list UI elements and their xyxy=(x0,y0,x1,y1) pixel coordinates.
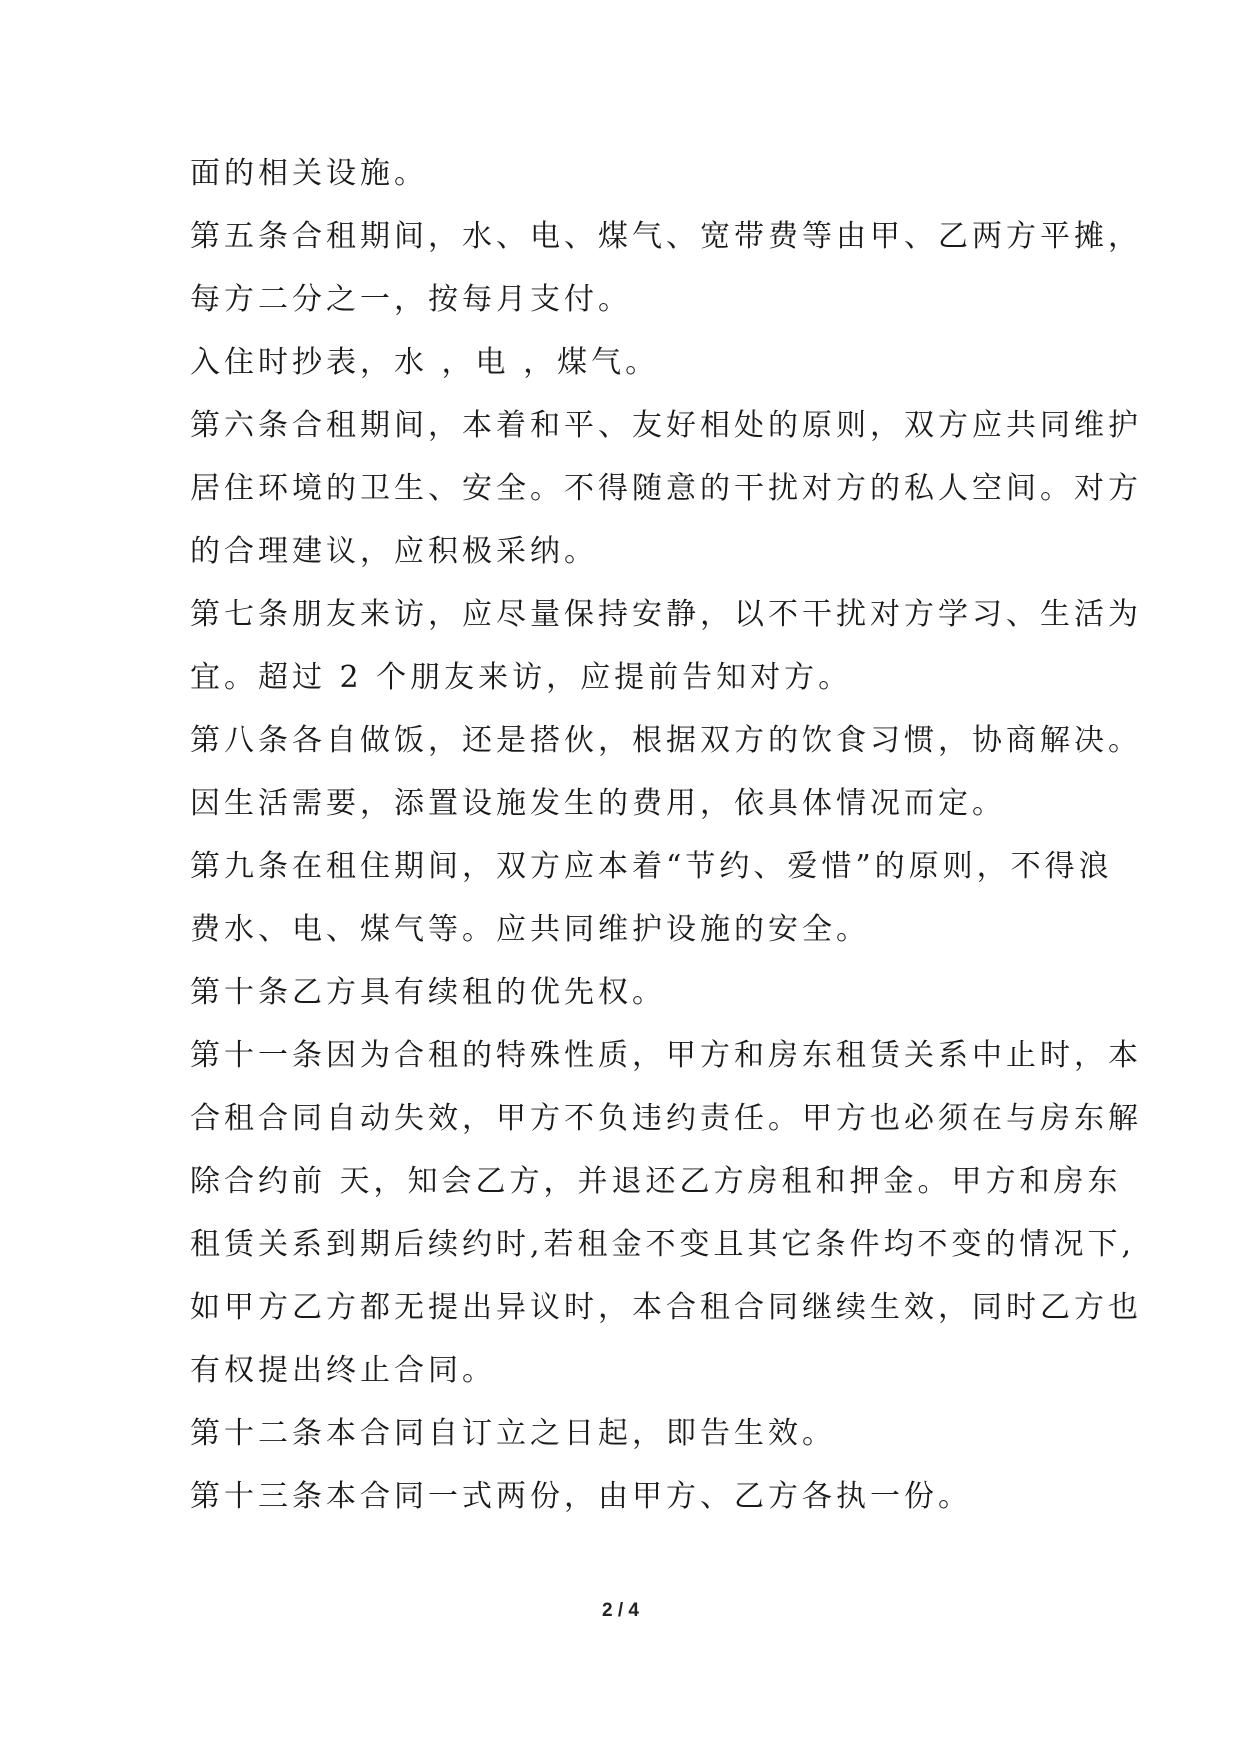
text-line: 第七条朋友来访，应尽量保持安静，以不干扰对方学习、生活为 xyxy=(190,597,1142,632)
text-line: 第十一条因为合租的特殊性质，甲方和房东租赁关系中止时，本 xyxy=(190,1038,1142,1073)
document-body xyxy=(190,142,1142,1528)
page-number: 2 / 4 xyxy=(602,1600,639,1621)
text-line: 第十三条本合同一式两份，由甲方、乙方各执一份。 xyxy=(190,1479,972,1514)
text-line: 第六条合租期间，本着和平、友好相处的原则，双方应共同维护 xyxy=(190,408,1142,443)
text-line: 如甲方乙方都无提出异议时，本合租合同继续生效，同时乙方也 xyxy=(190,1290,1142,1325)
text-line: 第十条乙方具有续租的优先权。 xyxy=(190,975,666,1010)
text-line: 费水、电、煤气等。应共同维护设施的安全。 xyxy=(190,912,870,947)
text-line: 第五条合租期间，水、电、煤气、宽带费等由甲、乙两方平摊， xyxy=(190,219,1142,254)
text-line: 合租合同自动失效，甲方不负违约责任。甲方也必须在与房东解 xyxy=(190,1101,1142,1136)
text-line: 宜。超过 2 个朋友来访，应提前告知对方。 xyxy=(190,660,853,695)
text-line: 因生活需要，添置设施发生的费用，依具体情况而定。 xyxy=(190,786,1006,821)
text-line: 租赁关系到期后续约时,若租金不变且其它条件均不变的情况下, xyxy=(190,1227,1136,1262)
text-line: 有权提出终止合同。 xyxy=(190,1353,496,1388)
text-line: 除合约前 天，知会乙方，并退还乙方房租和押金。甲方和房东 xyxy=(190,1164,1122,1199)
text-line: 居住环境的卫生、安全。不得随意的干扰对方的私人空间。对方 xyxy=(190,471,1142,506)
text-line: 每方二分之一，按每月支付。 xyxy=(190,282,632,317)
text-line: 入住时抄表，水 ，电 ，煤气。 xyxy=(190,345,660,380)
text-line: 第十二条本合同自订立之日起，即告生效。 xyxy=(190,1416,836,1451)
text-line: 的合理建议，应积极采纳。 xyxy=(190,534,598,569)
text-line: 第八条各自做饭，还是搭伙，根据双方的饮食习惯，协商解决。 xyxy=(190,723,1142,758)
text-line: 面的相关设施。 xyxy=(190,156,428,191)
text-line: 第九条在租住期间，双方应本着“节约、爱惜”的原则，不得浪 xyxy=(190,849,1113,884)
